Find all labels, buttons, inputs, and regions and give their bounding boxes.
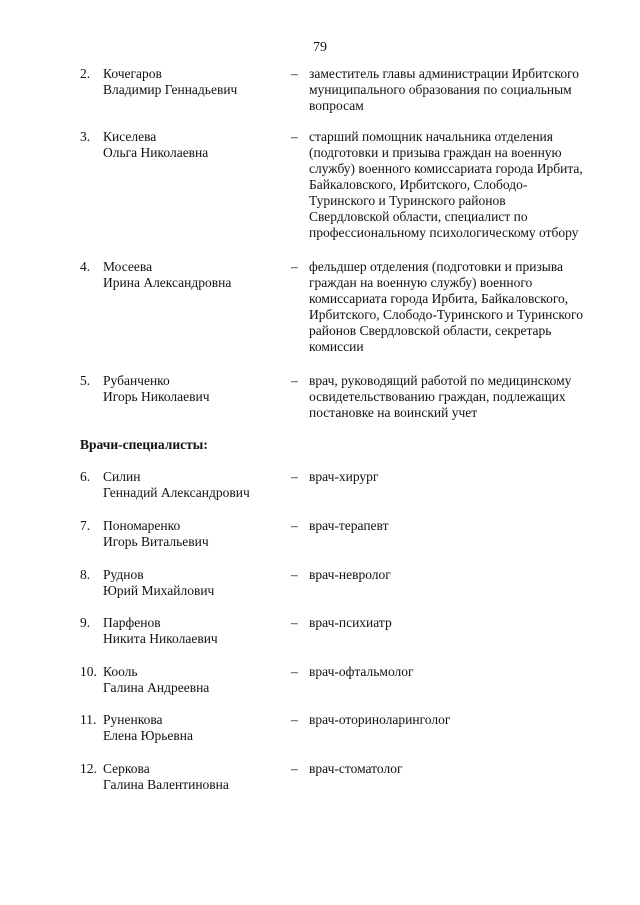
given-names: Ольга Николаевна (103, 145, 209, 160)
position-line: врач, руководящий работой по медицинскому (309, 373, 572, 388)
position-description (309, 469, 614, 485)
given-names: Игорь Николаевич (103, 389, 210, 404)
position-line: врач-терапевт (309, 518, 389, 533)
person-name (103, 129, 283, 161)
position-line: (подготовки и призыва граждан на военную (309, 145, 562, 160)
item-number: 5. (80, 373, 91, 388)
given-names: Геннадий Александрович (103, 485, 250, 500)
position-description (309, 373, 614, 421)
item-number: 7. (80, 518, 91, 533)
dash-separator: – (291, 129, 298, 144)
dash-separator: – (291, 518, 298, 533)
dash-separator: – (291, 259, 298, 274)
person-name (103, 373, 283, 405)
given-names: Ирина Александровна (103, 275, 232, 290)
item-number: 6. (80, 469, 91, 484)
surname: Рубанченко (103, 373, 170, 388)
position-line: освидетельствованию граждан, подлежащих (309, 389, 566, 404)
surname: Киселева (103, 129, 157, 144)
position-line: Туринского и Туринского районов (309, 193, 506, 208)
position-line: фельдшер отделения (подготовки и призыва (309, 259, 564, 274)
position-description (309, 761, 614, 777)
position-line: вопросам (309, 98, 364, 113)
person-name (103, 469, 283, 501)
position-line: комиссии (309, 339, 364, 354)
position-line: старший помощник начальника отделения (309, 129, 553, 144)
position-line: Ирбитского, Слободо-Туринского и Туринского (309, 307, 583, 322)
position-line: комиссариата города Ирбита, Байкаловского, (309, 291, 569, 306)
surname: Серкова (103, 761, 150, 776)
given-names: Владимир Геннадьевич (103, 82, 238, 97)
surname: Руднов (103, 567, 144, 582)
given-names: Галина Андреевна (103, 680, 210, 695)
item-number: 12. (80, 761, 97, 776)
surname: Руненкова (103, 712, 163, 727)
position-line: врач-офтальмолог (309, 664, 414, 679)
person-name (103, 518, 283, 550)
person-name (103, 615, 283, 647)
person-name (103, 664, 283, 696)
dash-separator: – (291, 469, 298, 484)
item-number: 10. (80, 664, 97, 679)
position-description (309, 615, 614, 631)
surname: Силин (103, 469, 141, 484)
position-line: врач-невролог (309, 567, 391, 582)
position-description (309, 129, 614, 241)
given-names: Игорь Витальевич (103, 534, 209, 549)
person-name (103, 712, 283, 744)
given-names: Никита Николаевич (103, 631, 218, 646)
given-names: Елена Юрьевна (103, 728, 193, 743)
position-line: районов Свердловской области, секретарь (309, 323, 552, 338)
position-description (309, 567, 614, 583)
surname: Парфенов (103, 615, 161, 630)
item-number: 2. (80, 66, 91, 81)
dash-separator: – (291, 373, 298, 388)
position-line: постановке на воинский учет (309, 405, 478, 420)
position-line: службу) военного комиссариата города Ирбита, (309, 161, 583, 176)
surname: Кооль (103, 664, 138, 679)
item-number: 9. (80, 615, 91, 630)
surname: Мосеева (103, 259, 153, 274)
dash-separator: – (291, 567, 298, 582)
person-name (103, 567, 283, 599)
person-name (103, 259, 283, 291)
position-line: профессиональному психологическому отбору (309, 225, 579, 240)
given-names: Юрий Михайлович (103, 583, 215, 598)
section-title: Врачи-специалисты: (80, 437, 208, 452)
position-line: врач-стоматолог (309, 761, 403, 776)
surname: Кочегаров (103, 66, 162, 81)
position-description (309, 664, 614, 680)
position-description (309, 518, 614, 534)
person-name (103, 761, 283, 793)
position-description (309, 712, 614, 728)
item-number: 3. (80, 129, 91, 144)
dash-separator: – (291, 712, 298, 727)
dash-separator: – (291, 664, 298, 679)
given-names: Галина Валентиновна (103, 777, 229, 792)
position-description (309, 66, 614, 114)
position-line: врач-оториноларинголог (309, 712, 451, 727)
item-number: 11. (80, 712, 97, 727)
position-description (309, 259, 614, 355)
dash-separator: – (291, 761, 298, 776)
dash-separator: – (291, 66, 298, 81)
person-name (103, 66, 283, 98)
position-line: граждан на военную службу) военного (309, 275, 533, 290)
position-line: Свердловской области, специалист по (309, 209, 528, 224)
item-number: 4. (80, 259, 91, 274)
position-line: муниципального образования по социальным (309, 82, 572, 97)
surname: Пономаренко (103, 518, 181, 533)
position-line: Байкаловского, Ирбитского, Слободо- (309, 177, 528, 192)
position-line: заместитель главы администрации Ирбитского (309, 66, 580, 81)
item-number: 8. (80, 567, 91, 582)
page-number: 79 (313, 40, 327, 55)
position-line: врач-психиатр (309, 615, 392, 630)
dash-separator: – (291, 615, 298, 630)
position-line: врач-хирург (309, 469, 379, 484)
